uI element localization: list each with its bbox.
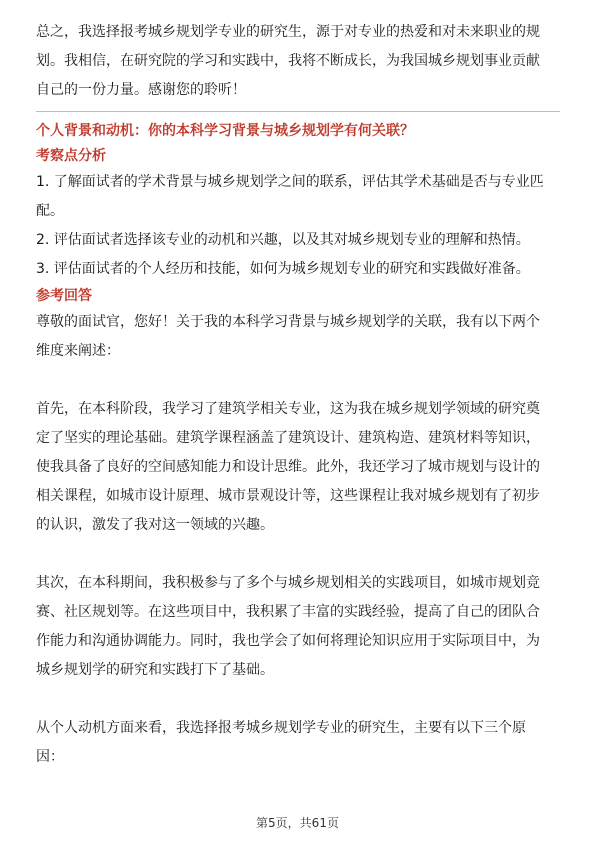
answer-paragraph: [36, 714, 560, 772]
text-line: 维度来阐述：: [36, 343, 120, 359]
page-content: [36, 18, 560, 772]
blank-line: [36, 366, 560, 395]
text-line: 其次，在本科期间，我积极参与了多个与城乡规划相关的实践项目，如城市规划竞: [36, 575, 540, 591]
blank-line: [36, 685, 560, 714]
text-line: 定了坚实的理论基础。建筑学课程涵盖了建筑设计、建筑构造、建筑材料等知识，: [36, 430, 540, 446]
text-line: 尊敬的面试官，您好！关于我的本科学习背景与城乡规划学的关联，我有以下两个: [36, 314, 540, 330]
text-line: 从个人动机方面来看，我选择报考城乡规划学专业的研究生，主要有以下三个原: [36, 720, 526, 736]
intro-paragraph: [36, 18, 560, 105]
text-line: 城乡规划学的研究和实践打下了基础。: [36, 662, 274, 678]
text-line: 首先，在本科阶段，我学习了建筑学相关专业，这为我在城乡规划学领域的研究奠: [36, 401, 540, 417]
text-line: 因：: [36, 749, 64, 765]
list-item: 1. 了解面试者的学术背景与城乡规划学之间的联系，评估其学术基础是否与专业匹: [36, 174, 544, 190]
text-line: 自己的一份力量。感谢您的聆听！: [36, 82, 246, 98]
answer-heading: 参考回答: [36, 288, 92, 304]
list-item: 配。: [36, 203, 64, 219]
answer-paragraph: [36, 395, 560, 540]
blank-line: [36, 540, 560, 569]
text-line: 总之，我选择报考城乡规划学专业的研究生，源于对专业的热爱和对未来职业的规: [36, 24, 540, 40]
answer-paragraph: [36, 308, 560, 366]
text-line: 划。我相信，在研究院的学习和实践中，我将不断成长，为我国城乡规划事业贡献: [36, 53, 540, 69]
text-line: 赛、社区规划等。在这些项目中，我积累了丰富的实践经验，提高了自己的团队合: [36, 604, 540, 620]
analysis-list: [36, 168, 560, 284]
text-line: 使我具备了良好的空间感知能力和设计思维。此外，我还学习了城市规划与设计的: [36, 459, 540, 475]
text-line: 相关课程，如城市设计原理、城市景观设计等，这些课程让我对城乡规划有了初步: [36, 488, 540, 504]
answer-paragraph: [36, 569, 560, 685]
section-divider: [36, 111, 560, 112]
page-number: 第5页，共61页: [256, 816, 339, 830]
analysis-heading: 考察点分析: [36, 148, 106, 164]
list-item: 2. 评估面试者选择该专业的动机和兴趣，以及其对城乡规划专业的理解和热情。: [36, 232, 530, 248]
list-item: 3. 评估面试者的个人经历和技能，如何为城乡规划专业的研究和实践做好准备。: [36, 261, 530, 277]
text-line: 作能力和沟通协调能力。同时，我也学会了如何将理论知识应用于实际项目中，为: [36, 633, 540, 649]
text-line: 的认识，激发了我对这一领域的兴趣。: [36, 517, 274, 533]
question-title: 个人背景和动机：你的本科学习背景与城乡规划学有何关联？: [36, 123, 414, 139]
